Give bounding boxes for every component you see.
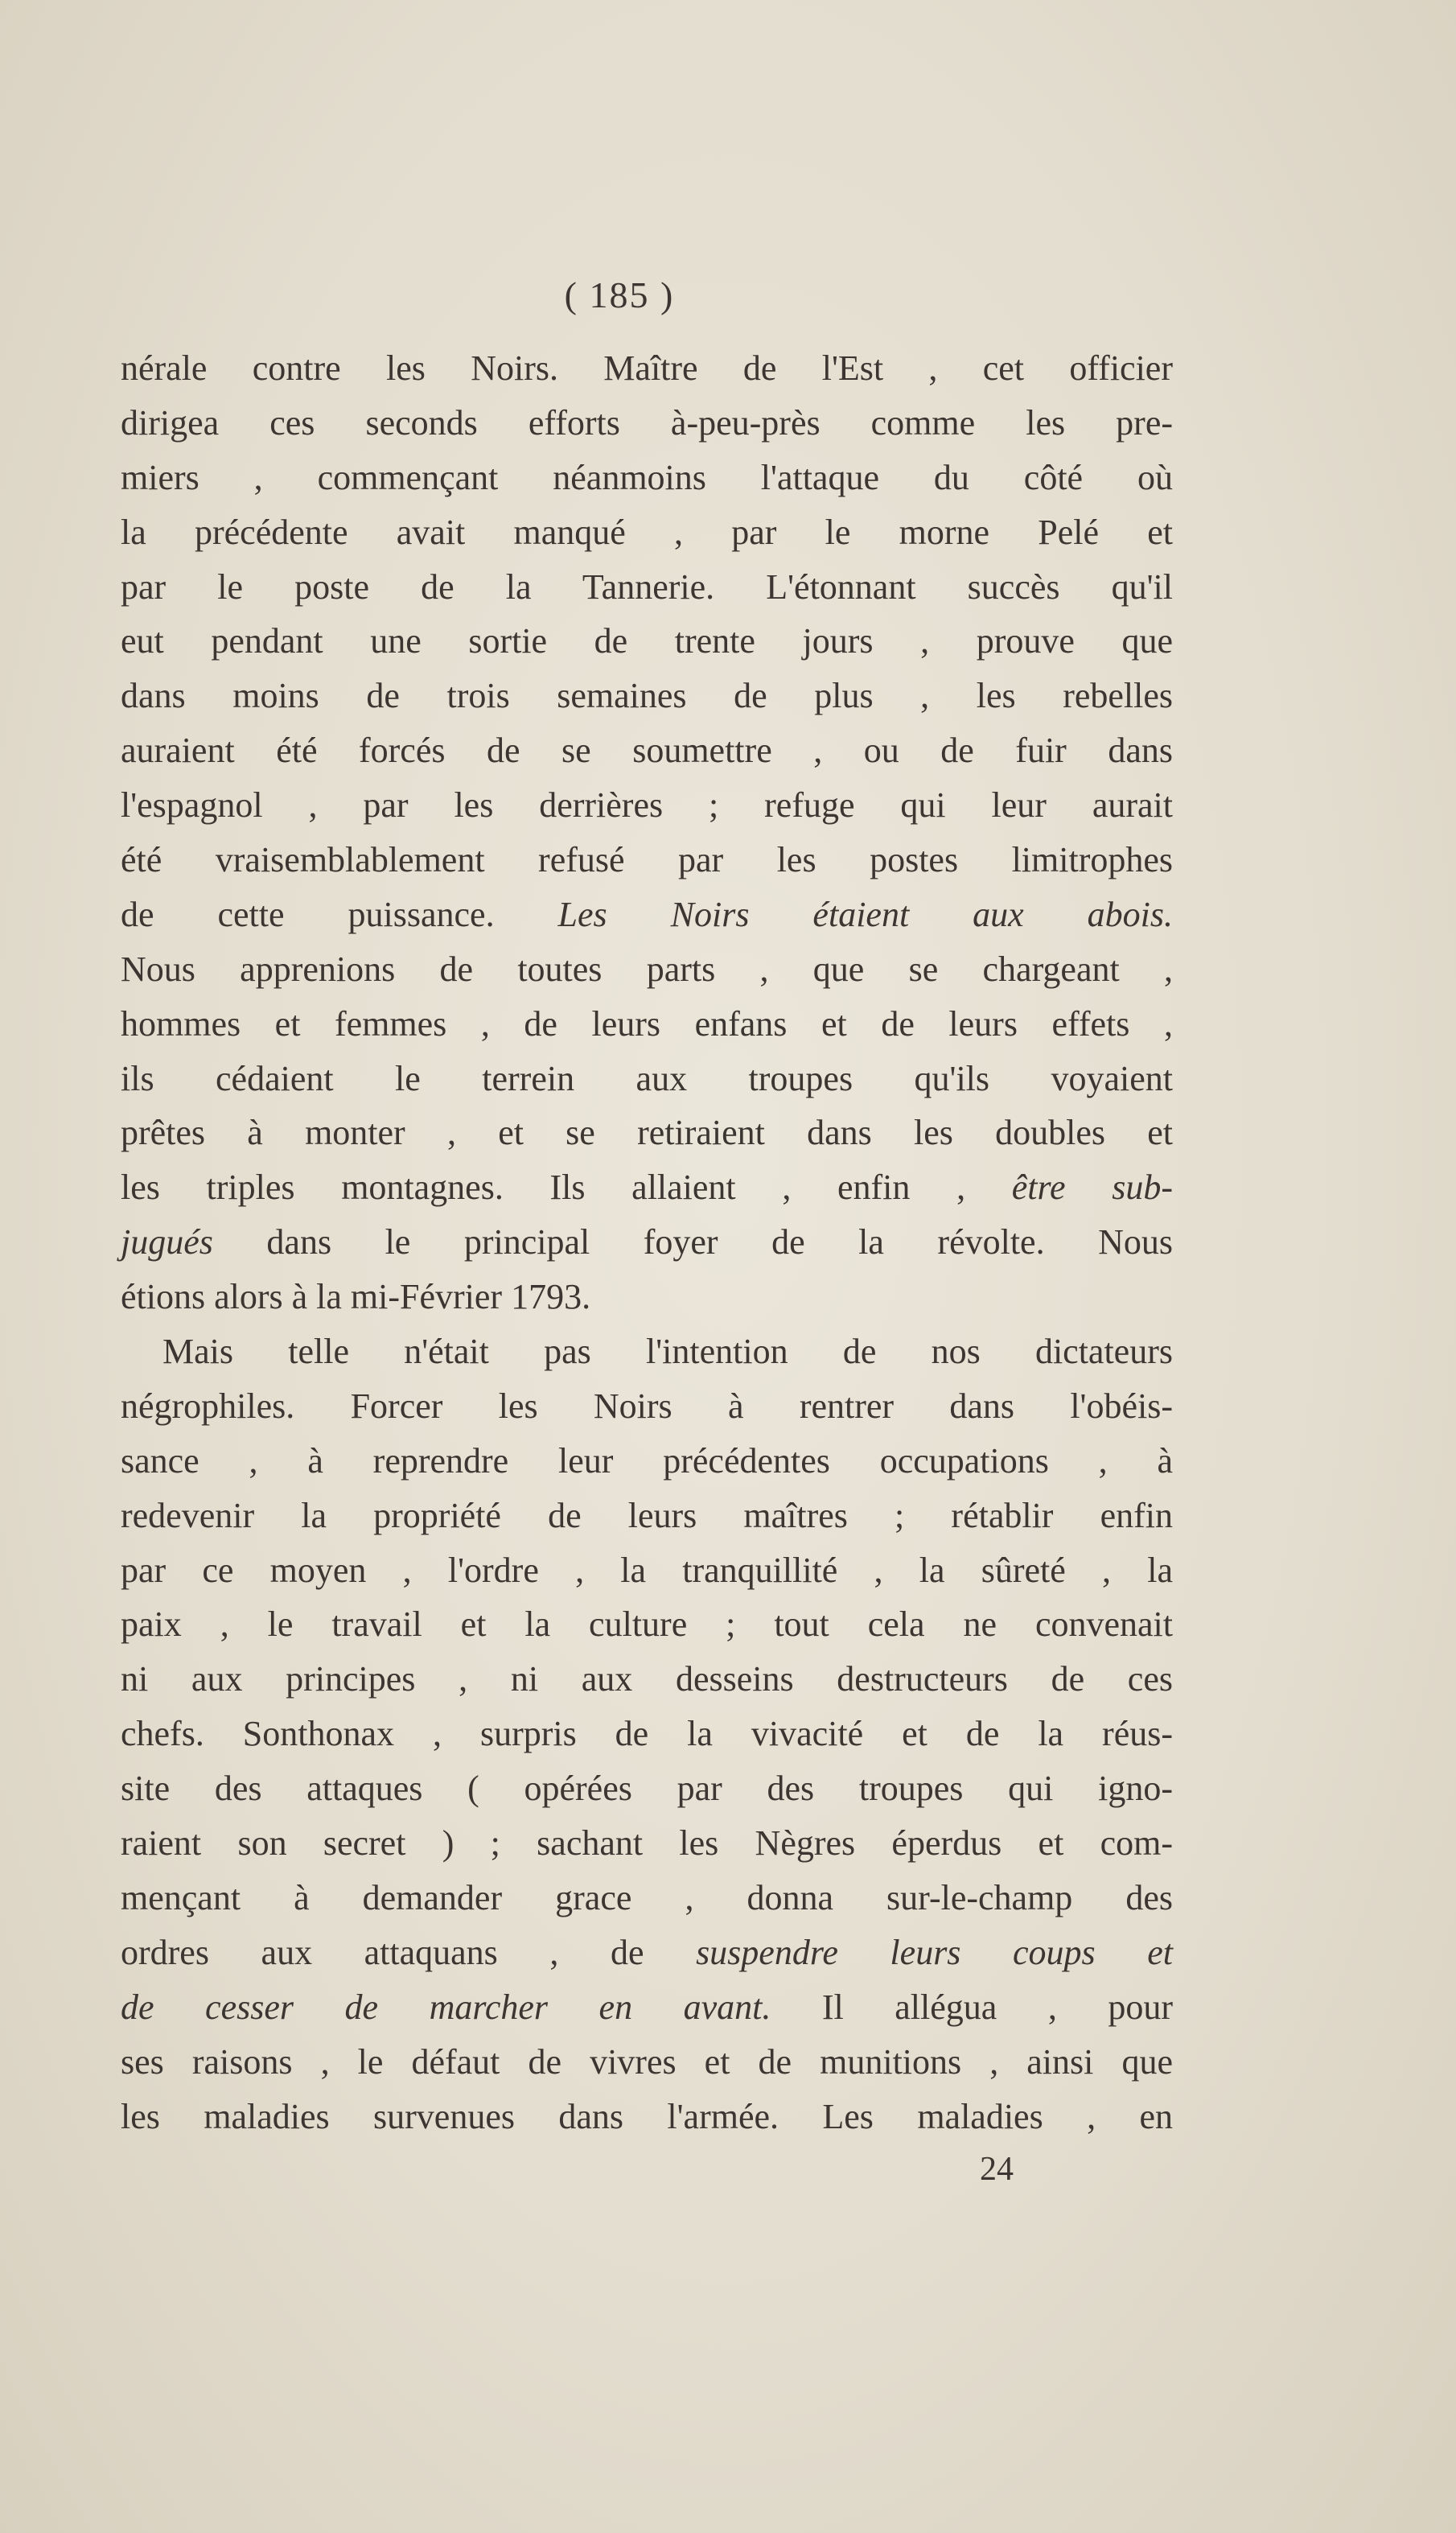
text-line: site des attaques ( opérées par des troupes qui igno- [121,1769,1173,1809]
text-segment: de cette puissance. [121,894,558,934]
body-text [121,341,1173,2144]
text-line: redevenir la propriété de leurs maîtres ; rétablir enfin [121,1495,1173,1535]
text-line: raient son secret ) ; sachant les Nègres éperdus et com- [121,1823,1173,1864]
text-line: sance , à reprendre leur précédentes occupations , à [121,1440,1173,1481]
signature-mark: 24 [980,2151,1014,2188]
italic-segment: de cesser de marcher en avant. [121,1987,771,2027]
paragraph-start-line: Mais telle n'était pas l'intention de nos dictateurs [162,1332,1173,1372]
page-number-header: ( 185 ) [564,274,675,315]
text-line: Nous apprenions de toutes parts , que se chargeant , [121,949,1173,989]
italic-segment: jugués [121,1222,213,1262]
text-line: négrophiles. Forcer les Noirs à rentrer dans l'obéis- [121,1386,1173,1426]
text-line: mençant à demander grace , donna sur-le-champ des [121,1877,1173,1917]
text-line [121,888,1173,942]
text-line [121,1925,1173,1980]
italic-segment: Les Noirs étaient aux abois. [557,894,1173,934]
paragraph-end-line: étions alors à la mi-Février 1793. [121,1277,591,1317]
text-line: été vraisemblablement refusé par les postes limitrophes [121,840,1173,880]
text-line: hommes et femmes , de leurs enfans et de leurs effets , [121,1003,1173,1044]
text-line: les maladies survenues dans l'armée. Les maladies , en [121,2096,1173,2136]
text-line [121,1160,1173,1215]
text-line: miers , commençant néanmoins l'attaque du côté où [121,457,1173,497]
text-line: par le poste de la Tannerie. L'étonnant succès qu'il [121,566,1173,607]
text-line [121,1215,1173,1270]
text-line: prêtes à monter , et se retiraient dans les doubles et [121,1113,1173,1153]
text-segment: ordres aux attaquans , de [121,1932,697,1972]
text-line: auraient été forcés de se soumettre , ou de fuir dans [121,731,1173,771]
text-segment: Il allégua , pour [771,1987,1173,2027]
italic-segment: suspendre leurs coups et [696,1932,1173,1972]
text-line: ses raisons , le défaut de vivres et de munitions , ainsi que [121,2041,1173,2082]
text-line: par ce moyen , l'ordre , la tranquillité , la sûreté , la [121,1550,1173,1590]
text-line: nérale contre les Noirs. Maître de l'Est , cet officier [121,348,1173,388]
text-line: dirigea ces seconds efforts à-peu-près comme les pre- [121,402,1173,443]
text-segment: les triples montagnes. Ils allaient , enfin , [121,1168,1012,1208]
text-line: ni aux principes , ni aux desseins destructeurs de ces [121,1659,1173,1699]
italic-segment: être sub- [1011,1168,1173,1208]
text-line: eut pendant une sortie de trente jours , prouve que [121,621,1173,661]
text-line [121,1980,1173,2035]
text-line: dans moins de trois semaines de plus , les rebelles [121,676,1173,716]
text-line: ils cédaient le terrein aux troupes qu'ils voyaient [121,1058,1173,1098]
text-line: chefs. Sonthonax , surpris de la vivacité et de la réus- [121,1714,1173,1754]
text-line: l'espagnol , par les derrières ; refuge qui leur aurait [121,785,1173,826]
text-segment: dans le principal foyer de la révolte. Nous [212,1222,1173,1262]
text-line: paix , le travail et la culture ; tout cela ne convenait [121,1604,1173,1645]
text-line: la précédente avait manqué , par le morne Pelé et [121,512,1173,552]
